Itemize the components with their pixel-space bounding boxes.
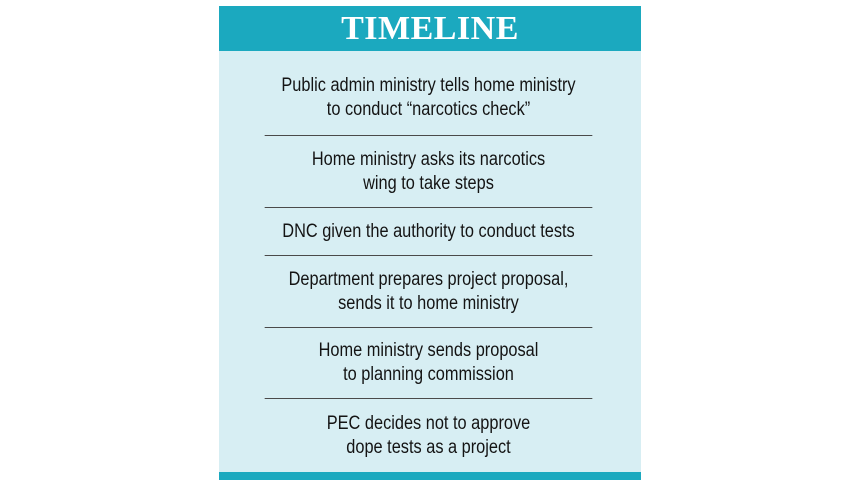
timeline-item-text: DNC given the authority to conduct tests xyxy=(282,220,575,242)
timeline-item-text: Home ministry sends proposal to planning commission xyxy=(318,340,539,385)
timeline-item xyxy=(265,61,593,136)
timeline-header xyxy=(219,6,641,51)
timeline-item-text: Public admin ministry tells home ministry to conduct “narcotics check” xyxy=(281,75,576,120)
timeline-item-text: PEC decides not to approve dope tests as a project xyxy=(326,413,531,458)
timeline-title: TIMELINE xyxy=(341,9,519,47)
timeline-item xyxy=(265,328,593,399)
timeline-item xyxy=(265,136,593,208)
timeline-item xyxy=(265,208,593,256)
timeline-card xyxy=(219,6,641,480)
timeline-item xyxy=(265,399,593,473)
timeline-footer-bar xyxy=(219,472,641,480)
timeline-item-text: Home ministry asks its narcotics wing to take steps xyxy=(311,148,546,194)
timeline-item xyxy=(265,256,593,328)
timeline-item-text: Department prepares project proposal, sends it to home ministry xyxy=(288,268,569,314)
timeline-list xyxy=(238,61,619,473)
